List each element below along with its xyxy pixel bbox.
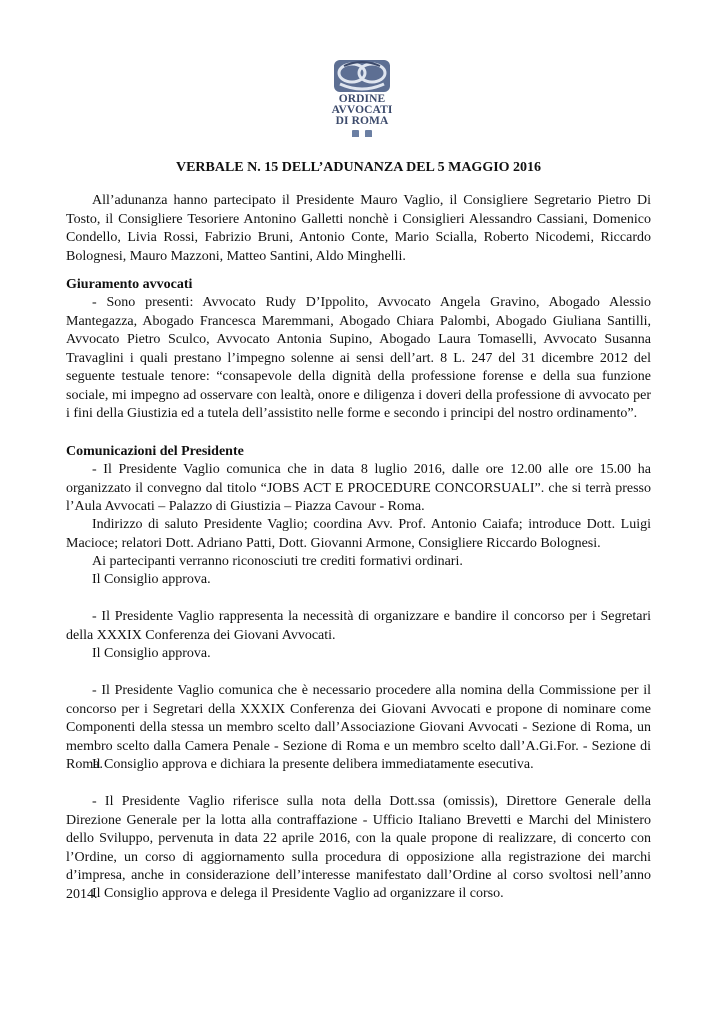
logo-feet xyxy=(326,130,398,137)
comunicazione-corso-marchi: - Il Presidente Vaglio riferisce sulla nota della Dott.ssa (omissis), Direttore Generale della Direzione Generale per la lotta alla contraffazione - Ufficio Italiano Brevetti e Marchi del Ministero dello Sviluppo, pervenuta in data 22 aprile 2016, con la quale propone di realizzare, di concerto con l’Ordine, un corso di aggiornamento sulla procedura di opposizione alla registrazione dei marchi d’impresa, anche in considerazione dell’interesse manifestato dall’Ordine al corso svoltosi nell’anno 2014. xyxy=(66,794,651,902)
giuramento-paragraph: - Sono presenti: Avvocato Rudy D’Ippolito, Avvocato Angela Gravino, Abogado Alessio Mantegazza, Abogado Francesca Maremmani, Abogado Chiara Palombi, Abogado Giuliana Santilli, Avvocato Pietro Sculco, Avvocato Antonia Supino, Abogado Laura Tomaselli, Avvocato Susanna Travaglini i quali prestano l’impegno solenne ai sensi dell’art. 8 L. 247 del 31 dicembre 2012 del seguente testuale tenore: “consapevole della dignità della professione forense e della sua funzione sociale, mi impegno ad osservare con lealtà, onore e diligenza i doveri della professione di avvocato per i fini della Giustizia ed a tutela dell’assistito nelle forme e secondo i principi del nostro ordinamento”. xyxy=(66,295,651,421)
ordine-avvocati-logo xyxy=(326,58,398,140)
consiglio-approva-1: Il Consiglio approva. xyxy=(92,572,211,587)
logo-line-2: AVVOCATI xyxy=(331,104,393,116)
logo-foot-right xyxy=(365,130,372,137)
intro-paragraph: All’adunanza hanno partecipato il Presidente Mauro Vaglio, il Consigliere Segretario Pietro Di Tosto, il Consigliere Tesoriere Antonino Galletti nonchè i Consiglieri Alessandro Cassiani, Domenico Condello, Livia Rossi, Fabrizio Bruni, Antonio Conte, Mario Scialla, Roberto Nicodemi, Riccardo Bolognesi, Mauro Mazzoni, Matteo Santini, Aldo Minghelli. xyxy=(66,193,651,264)
section-heading-giuramento: Giuramento avvocati xyxy=(66,277,193,292)
consiglio-approva-2: Il Consiglio approva. xyxy=(92,646,211,661)
consiglio-approva-3: Il Consiglio approva e dichiara la presente delibera immediatamente esecutiva. xyxy=(92,757,534,772)
logo-foot-left xyxy=(352,130,359,137)
comunicazione-convegno: - Il Presidente Vaglio comunica che in data 8 luglio 2016, dalle ore 12.00 alle ore 15.00 ha organizzato il convegno dal titolo “JOBS ACT E PROCEDURE CONCORSUALI”. che si terrà presso l’Aula Avvocati – Palazzo di Giustizia – Piazza Cavour - Roma. xyxy=(66,462,651,514)
comunicazione-concorso: - Il Presidente Vaglio rappresenta la necessità di organizzare e bandire il concorso per i Segretari della XXXIX Conferenza dei Giovani Avvocati. xyxy=(66,609,651,643)
knot-emblem-icon xyxy=(332,58,392,94)
logo-line-1: ORDINE xyxy=(338,93,386,105)
logo-line-3: DI ROMA xyxy=(335,115,389,127)
comunicazione-relatori: Indirizzo di saluto Presidente Vaglio; coordina Avv. Prof. Antonio Caiafa; introduce Dott. Luigi Macioce; relatori Dott. Adriano Patti, Dott. Giovanni Armone, Consigliere Riccardo Bolognesi. xyxy=(66,517,651,551)
section-heading-comunicazioni: Comunicazioni del Presidente xyxy=(66,444,244,459)
comunicazione-crediti: Ai partecipanti verranno riconosciuti tre crediti formativi ordinari. xyxy=(92,554,463,569)
comunicazione-commissione: - Il Presidente Vaglio comunica che è necessario procedere alla nomina della Commissione per il concorso per i Segretari della XXXIX Conferenza dei Giovani Avvocati e propone di nominare come Componenti della stessa un membro scelto dall’Associazione Giovani Avvocati - Sezione di Roma, un membro scelto dalla Camera Penale - Sezione di Roma e un membro scelto dall’A.Gi.For. - Sezione di Roma. xyxy=(66,683,651,772)
consiglio-approva-4: Il Consiglio approva e delega il Presidente Vaglio ad organizzare il corso. xyxy=(92,886,504,901)
document-title: VERBALE N. 15 DELL’ADUNANZA DEL 5 MAGGIO 2016 xyxy=(175,160,542,175)
